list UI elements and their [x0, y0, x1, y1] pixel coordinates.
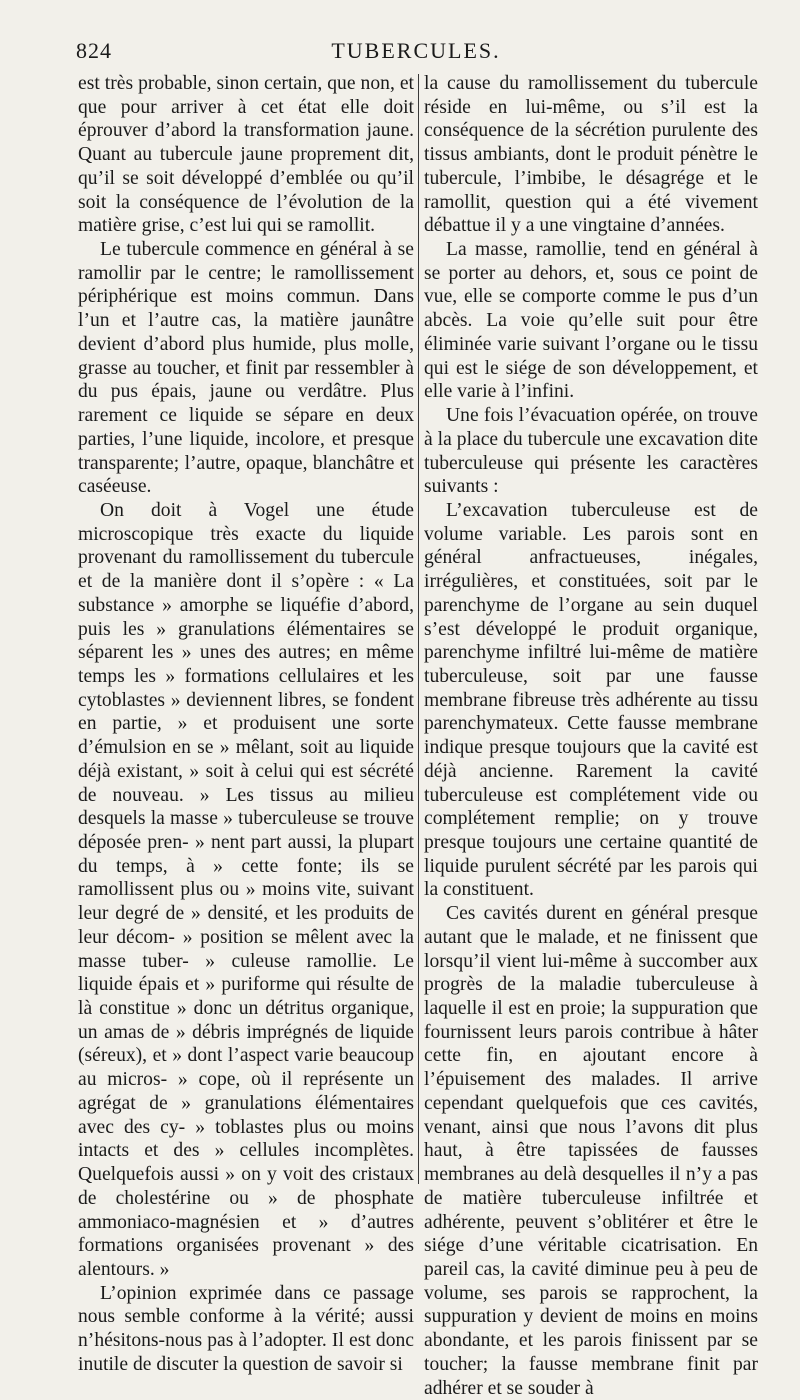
paragraph: La masse, ramollie, tend en général à se porter au dehors, et, sous ce point de vue, elle se comporte comme le pus d’un abcès. La voie qu’elle suit pour être éliminée varie suivant l’organe ou le tissu qui est le siége de son développement, et elle varie à l’infini. — [424, 239, 758, 403]
paragraph: L’opinion exprimée dans ce passage nous semble conforme à la vérité; aussi n’hésitons-nous pas à l’adopter. Il est donc inutile de discuter la question de savoir si — [78, 1282, 414, 1375]
page-number: 824 — [76, 38, 112, 63]
paragraph: On doit à Vogel une étude microscopique très exacte du liquide provenant du ramollissement du tubercule et de la manière dont il s’opère : « La substance » amorphe se liquéfie d’abord, puis les » granulations élémentaires se séparent les » unes des autres; en même temps les » formations cellulaires et les cytoblastes » deviennent libres, se fondent en partie, » et produisent une sorte d’émulsion en se » mêlant, soit au liquide déjà existant, » soit à celui qui est sécrété de nouveau. » Les tissus au milieu desquels la masse » tuberculeuse se trouve déposée pren- » nent part aussi, la plupart du temps, à » cette fonte; ils se ramollissent plus ou » moins vite, suivant leur degré de » densité, et les produits de leur décom- » position se mêlent avec la masse tuber- » culeuse ramollie. Le liquide épais et » puriforme qui résulte de là constitue » donc un détritus organique, un amas de » débris imprégnés de liquide (séreux), et » dont l’aspect varie beaucoup au micros- » cope, où il représente un agrégat de » granulations élémentaires avec des cy- » toblastes plus ou moins intacts et des » cellules incomplètes. Quelquefois aussi » on y voit des cristaux de cholestérine ou » de phosphate ammoniaco-magnésien et » d’autres formations organisées provenant » des alentours. » — [78, 499, 414, 1280]
paragraph: est très probable, sinon certain, que non, et que pour arriver à cet état elle doit éprouver d’abord la transformation jaune. Quant au tubercule jaune proprement dit, qu’il se soit développé d’emblée ou qu’il soit la conséquence de l’évolution de la matière grise, c’est lui qui se ramollit. — [78, 73, 414, 237]
left-column — [78, 72, 414, 1375]
paragraph: Une fois l’évacuation opérée, on trouve à la place du tubercule une excavation dite tuberculeuse qui présente les caractères suivants : — [424, 405, 758, 498]
column-divider — [418, 74, 419, 1184]
paragraph: Le tubercule commence en général à se ramollir par le centre; le ramollissement périphérique est moins commun. Dans l’un et l’autre cas, la matière jaunâtre devient d’abord plus humide, plus molle, grasse au toucher, et finit par ressembler à du pus épais, jaune ou verdâtre. Plus rarement ce liquide se sépare en deux parties, l’une liquide, incolore, et presque transparente; l’autre, opaque, blanchâtre et caséeuse. — [78, 239, 414, 498]
page-header — [76, 38, 756, 68]
running-title: TUBERCULES. — [331, 38, 501, 63]
right-column — [424, 72, 758, 1399]
paragraph: la cause du ramollissement du tubercule réside en lui-même, ou s’il est la conséquence de la sécrétion purulente des tissus ambiants, dont le produit pénètre le tubercule, l’imbibe, le désagrége et le ramollit, question qui a été vivement débattue il y a une vingtaine d’années. — [424, 73, 758, 237]
paragraph: Ces cavités durent en général presque autant que le malade, et ne finissent que lorsqu’il vient lui-même à succomber aux progrès de la maladie tuberculeuse à laquelle il est en proie; la suppuration que fournissent leurs parois contribue à hâter cette fin, en ajoutant encore à l’épuisement des malades. Il arrive cependant quelquefois que ces cavités, venant, ainsi que nous l’avons dit plus haut, à être tapissées de fausses membranes au delà desquelles il n’y a pas de matière tuberculeuse infiltrée et adhérente, peuvent s’oblitérer et être le siége d’une véritable cicatrisation. En pareil cas, la cavité diminue peu à peu de volume, ses parois se rapprochent, la suppuration y devient de moins en moins abondante, et les parois finissent par se toucher; la fausse membrane finit par adhérer et se souder à — [424, 903, 758, 1399]
paragraph: L’excavation tuberculeuse est de volume variable. Les parois sont en général anfractueuses, inégales, irrégulières, et constituées, soit par le parenchyme de l’organe au sein duquel s’est développé le produit organique, parenchyme infiltré lui-même de matière tuberculeuse, soit par une fausse membrane fibreuse très adhérente au tissu parenchymateux. Cette fausse membrane indique presque toujours que la cavité est déjà ancienne. Rarement la cavité tuberculeuse est complétement vide ou complétement remplie; on y trouve presque toujours une certaine quantité de liquide purulent sécrété par les parois qui la constituent. — [424, 499, 758, 901]
